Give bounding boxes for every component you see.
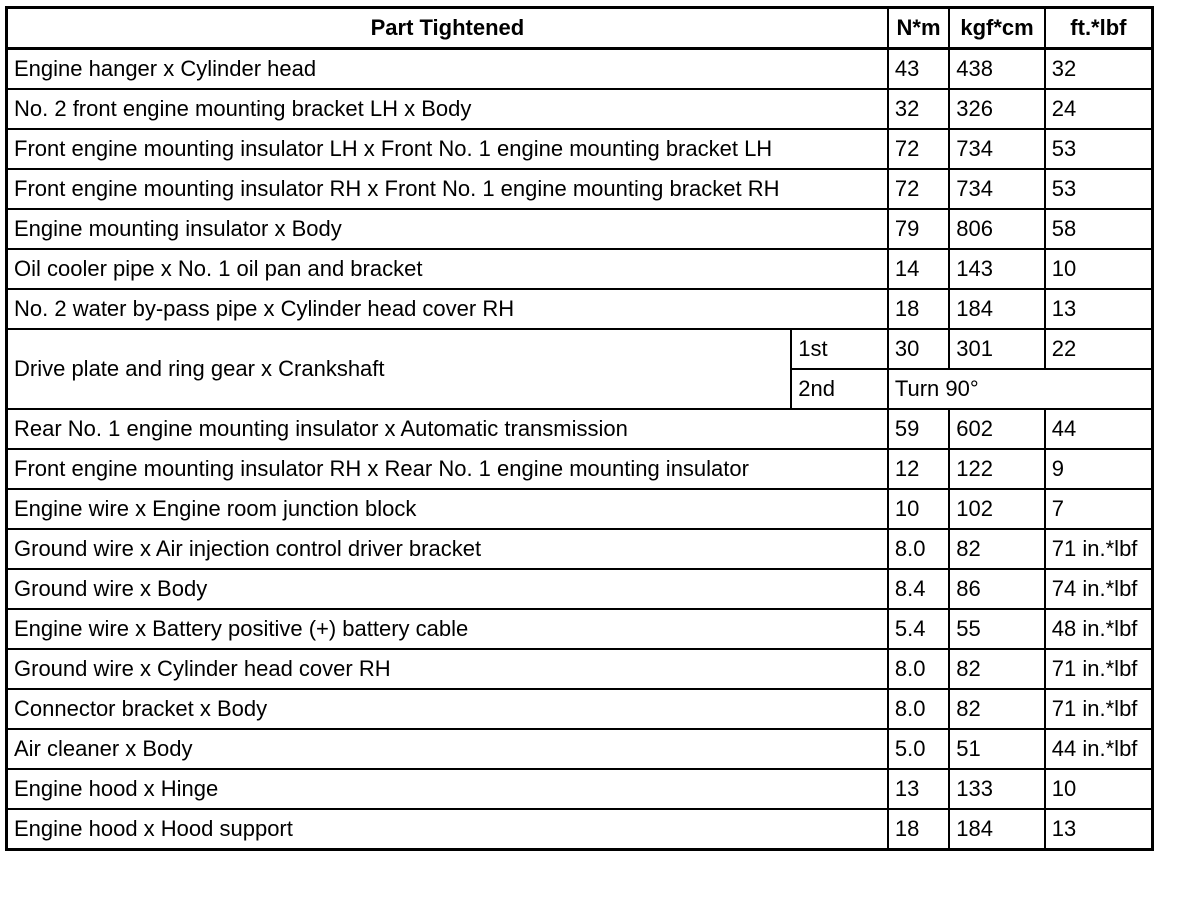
kgf-cell: 133 [949,769,1045,809]
part-cell: Rear No. 1 engine mounting insulator x Automatic transmission [7,409,888,449]
part-cell: Connector bracket x Body [7,689,888,729]
kgf-cell: 326 [949,89,1045,129]
kgf-cell: 734 [949,129,1045,169]
table-row [7,809,1153,850]
table-row [7,609,1153,649]
table-row [7,769,1153,809]
turn-angle-cell: Turn 90° [888,369,1153,409]
part-cell: Engine hanger x Cylinder head [7,49,888,90]
step-cell-2nd: 2nd [791,369,888,409]
part-cell: Oil cooler pipe x No. 1 oil pan and bracket [7,249,888,289]
table-row [7,289,1153,329]
part-cell: Engine hood x Hinge [7,769,888,809]
ftlbf-cell: 7 [1045,489,1153,529]
table-row [7,49,1153,90]
ftlbf-cell: 44 [1045,409,1153,449]
ftlbf-cell: 53 [1045,169,1153,209]
nm-cell: 10 [888,489,949,529]
table-row [7,169,1153,209]
ftlbf-cell: 22 [1045,329,1153,369]
ftlbf-cell: 44 in.*lbf [1045,729,1153,769]
ftlbf-cell: 13 [1045,289,1153,329]
kgf-cell: 55 [949,609,1045,649]
part-cell-drive-plate: Drive plate and ring gear x Crankshaft [7,329,792,409]
kgf-cell: 86 [949,569,1045,609]
ftlbf-cell: 32 [1045,49,1153,90]
nm-cell: 8.0 [888,689,949,729]
table-row [7,689,1153,729]
table-row [7,649,1153,689]
nm-cell: 8.4 [888,569,949,609]
table-row [7,529,1153,569]
nm-cell: 32 [888,89,949,129]
part-cell: Air cleaner x Body [7,729,888,769]
part-cell: Ground wire x Cylinder head cover RH [7,649,888,689]
header-part-tightened: Part Tightened [7,8,888,49]
step-cell-1st: 1st [791,329,888,369]
part-cell: Front engine mounting insulator LH x Front No. 1 engine mounting bracket LH [7,129,888,169]
part-cell: Engine wire x Battery positive (+) battery cable [7,609,888,649]
kgf-cell: 734 [949,169,1045,209]
ftlbf-cell: 53 [1045,129,1153,169]
table-row [7,409,1153,449]
header-ft-lbf: ft.*lbf [1045,8,1153,49]
nm-cell: 18 [888,289,949,329]
nm-cell: 72 [888,169,949,209]
table-row [7,129,1153,169]
kgf-cell: 602 [949,409,1045,449]
table-row [7,569,1153,609]
ftlbf-cell: 10 [1045,769,1153,809]
part-cell: Engine mounting insulator x Body [7,209,888,249]
ftlbf-cell: 10 [1045,249,1153,289]
part-cell: Engine wire x Engine room junction block [7,489,888,529]
kgf-cell: 143 [949,249,1045,289]
nm-cell: 30 [888,329,949,369]
table-row [7,449,1153,489]
part-cell: Engine hood x Hood support [7,809,888,850]
kgf-cell: 82 [949,689,1045,729]
kgf-cell: 102 [949,489,1045,529]
kgf-cell: 51 [949,729,1045,769]
nm-cell: 5.4 [888,609,949,649]
nm-cell: 79 [888,209,949,249]
table-row [7,729,1153,769]
kgf-cell: 184 [949,289,1045,329]
torque-spec-table [5,6,1154,851]
ftlbf-cell: 71 in.*lbf [1045,689,1153,729]
table-row-drive-plate-1st [7,329,1153,369]
table-row [7,89,1153,129]
ftlbf-cell: 9 [1045,449,1153,489]
table-row [7,249,1153,289]
header-nm: N*m [888,8,949,49]
kgf-cell: 301 [949,329,1045,369]
ftlbf-cell: 74 in.*lbf [1045,569,1153,609]
nm-cell: 43 [888,49,949,90]
kgf-cell: 82 [949,529,1045,569]
nm-cell: 72 [888,129,949,169]
part-cell: Front engine mounting insulator RH x Front No. 1 engine mounting bracket RH [7,169,888,209]
nm-cell: 12 [888,449,949,489]
nm-cell: 8.0 [888,529,949,569]
kgf-cell: 122 [949,449,1045,489]
table-row [7,209,1153,249]
part-cell: Ground wire x Air injection control driver bracket [7,529,888,569]
ftlbf-cell: 48 in.*lbf [1045,609,1153,649]
table-header-row [7,8,1153,49]
nm-cell: 8.0 [888,649,949,689]
part-cell: Ground wire x Body [7,569,888,609]
part-cell: No. 2 front engine mounting bracket LH x Body [7,89,888,129]
table-row [7,489,1153,529]
nm-cell: 14 [888,249,949,289]
kgf-cell: 82 [949,649,1045,689]
kgf-cell: 184 [949,809,1045,850]
header-kgf-cm: kgf*cm [949,8,1045,49]
nm-cell: 13 [888,769,949,809]
nm-cell: 59 [888,409,949,449]
nm-cell: 5.0 [888,729,949,769]
ftlbf-cell: 71 in.*lbf [1045,649,1153,689]
ftlbf-cell: 13 [1045,809,1153,850]
ftlbf-cell: 24 [1045,89,1153,129]
part-cell: No. 2 water by-pass pipe x Cylinder head cover RH [7,289,888,329]
nm-cell: 18 [888,809,949,850]
kgf-cell: 438 [949,49,1045,90]
ftlbf-cell: 71 in.*lbf [1045,529,1153,569]
part-cell: Front engine mounting insulator RH x Rear No. 1 engine mounting insulator [7,449,888,489]
kgf-cell: 806 [949,209,1045,249]
ftlbf-cell: 58 [1045,209,1153,249]
